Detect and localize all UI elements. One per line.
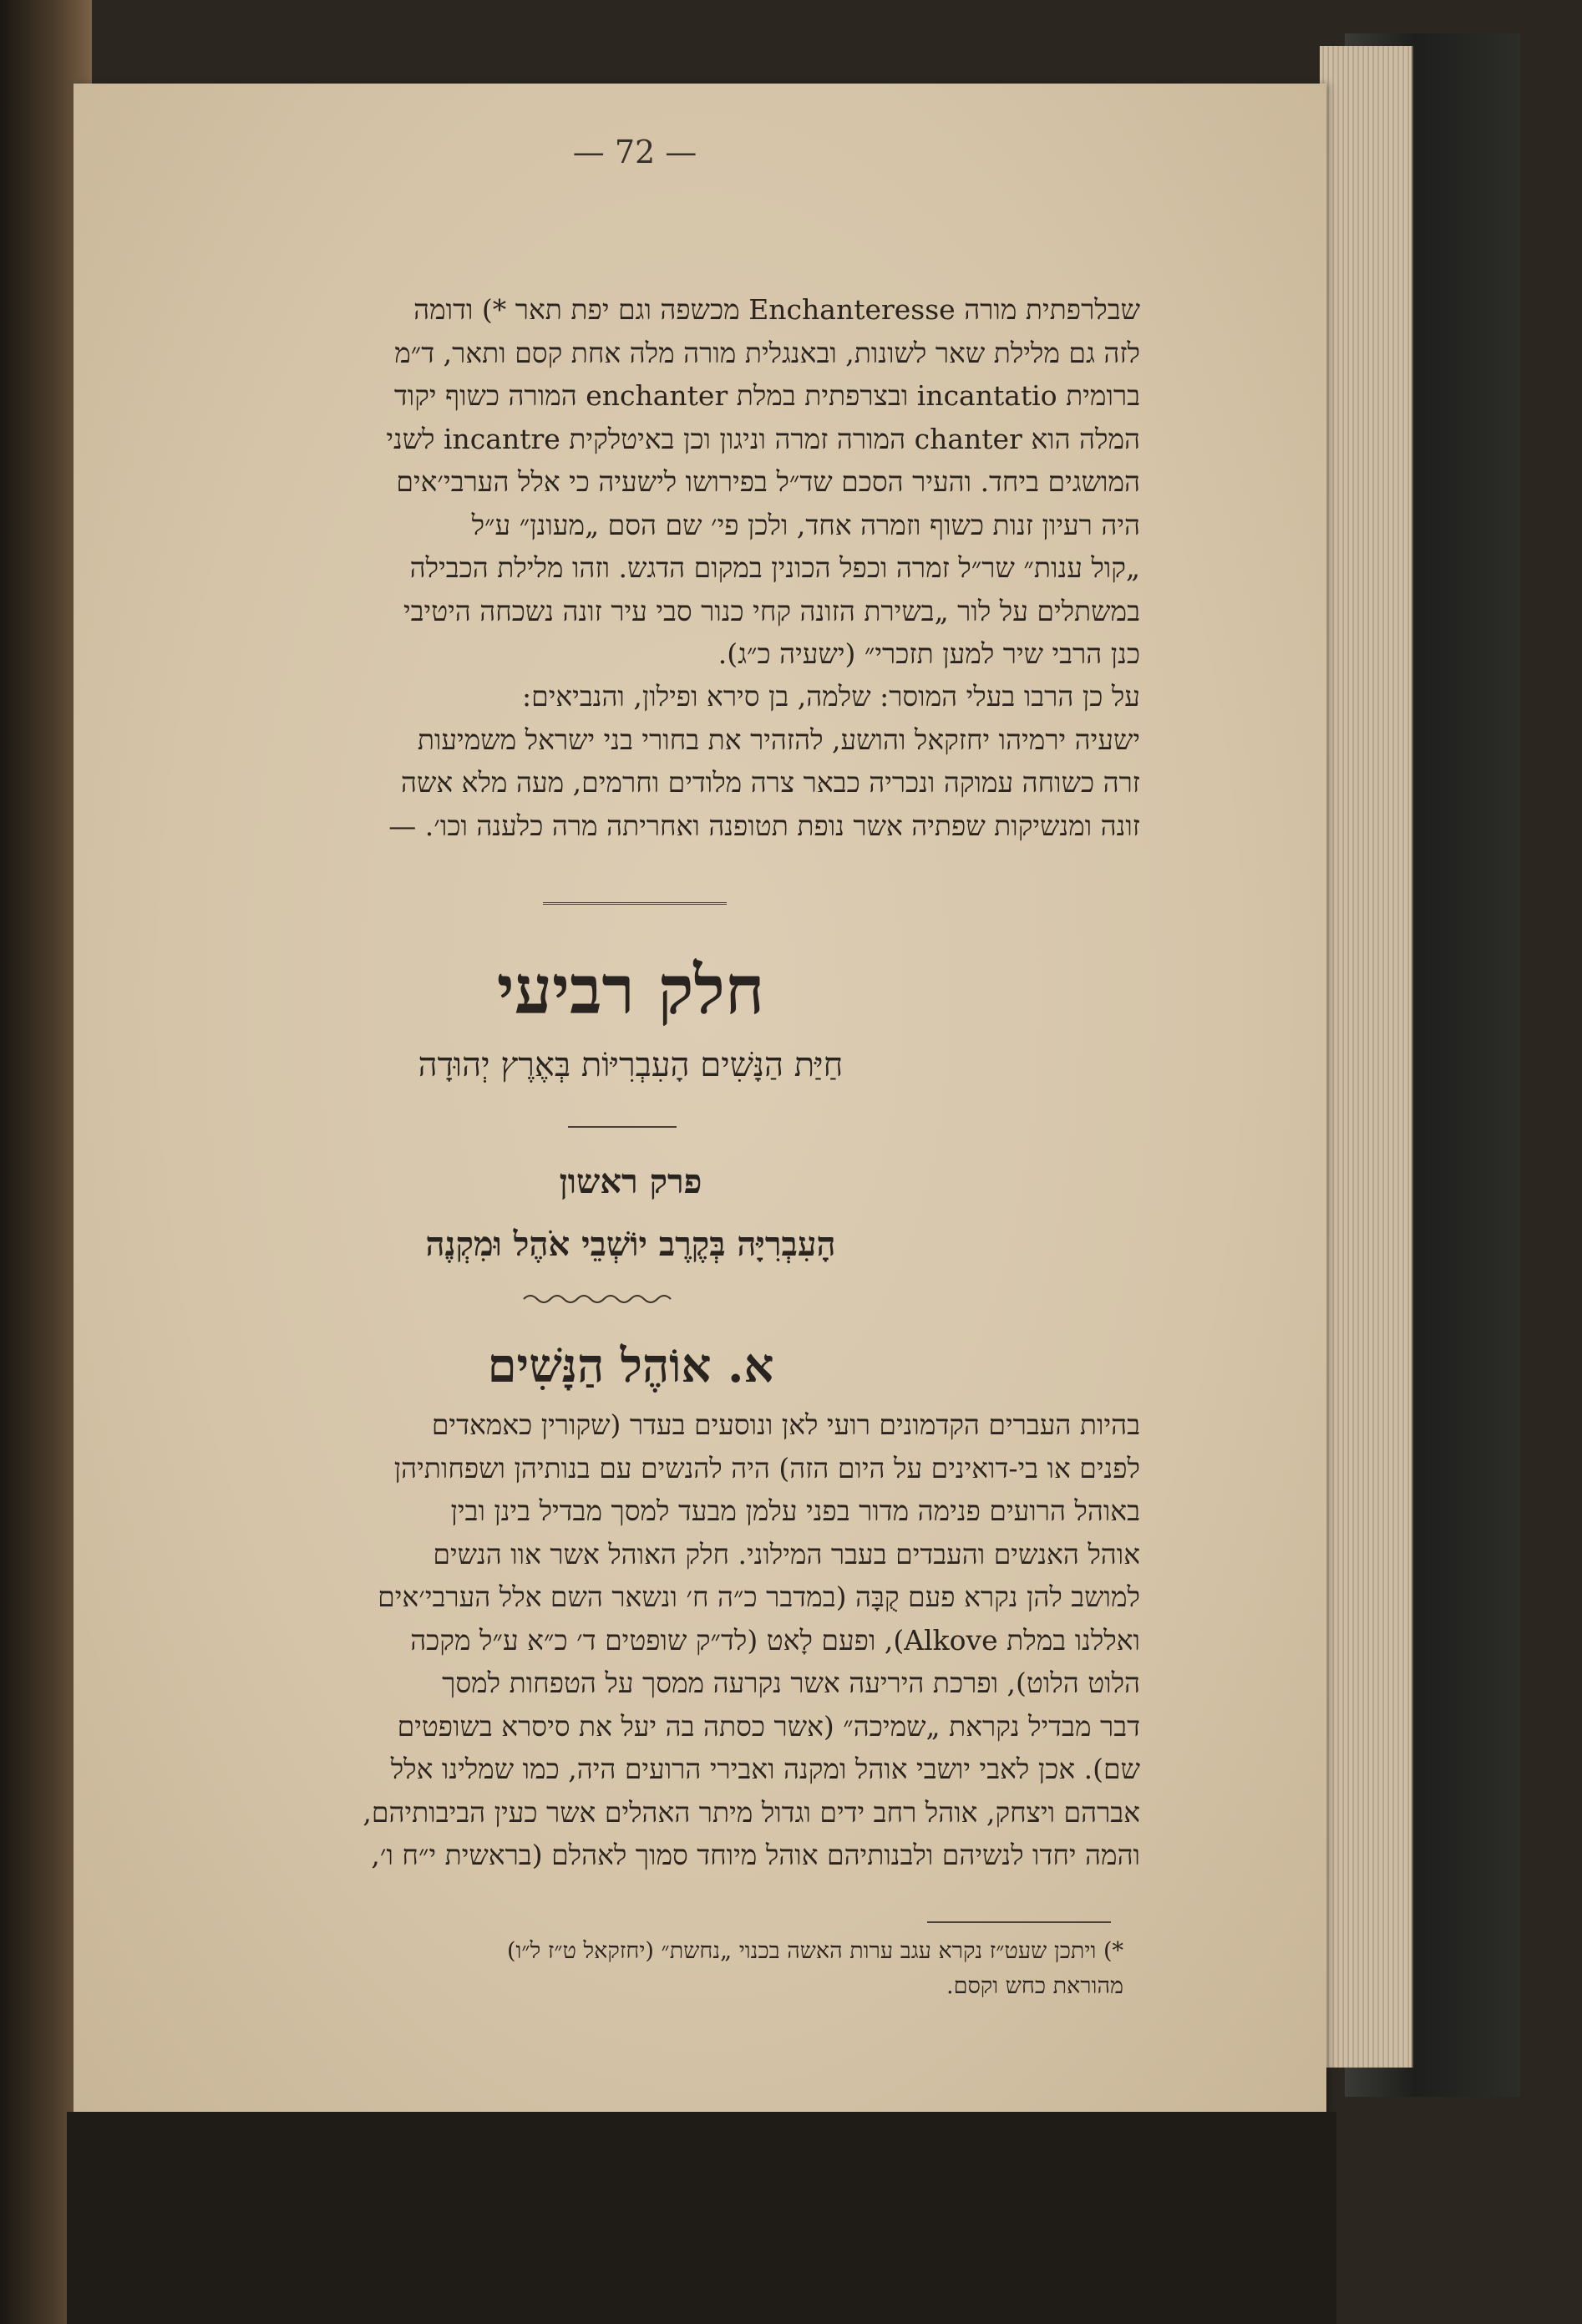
text-line: שם). אכן לאבי יושבי אוהל ומקנה ואבירי הרועים היה, כמו שמלינו אלל	[390, 1753, 1140, 1785]
text-line: הלוט הלוט), ופרכת היריעה אשר נקרעה ממסך על הטפחות למסך	[442, 1667, 1140, 1699]
footnote-line: *) ויתכן שעט״ז נקרא עגב ערות האשה בכנוי „נחשת״ (יחזקאל ט״ז ל״ו)	[506, 1938, 1123, 1964]
page-edges	[1320, 46, 1413, 2068]
text-line: המלה הוא chanter המורה זמרה וניגון וכן באיטלקית incantre לשני	[386, 422, 1140, 455]
text-line: באוהל הרועים פנימה מדור בפני עלמן מבעד למסך מבדיל בינן ובין	[450, 1494, 1140, 1527]
text-line: למושב להן נקרא פעם קֻבָּה (במדבר כ״ה ח׳ ונשאר השם אלל הערבי׳אים	[378, 1581, 1140, 1613]
chapter-title: פרק ראשון	[559, 1162, 702, 1201]
text-line: אוהל האנשים והעבדים בעבר המילוני. חלק האוהל אשר אוו הנשים	[433, 1537, 1140, 1570]
text-line: המושגים ביחד. והעיר הסכם שד״ל בפירושו לישעיה כי אלל הערבי׳אים	[396, 465, 1140, 498]
text-line: ישעיה ירמיהו יחזקאל והושע, להזהיר את בחורי בני ישראל משמיעות	[417, 723, 1140, 756]
footnote-rule	[927, 1921, 1111, 1923]
text-line: אברהם ויצחק, אוהל רחב ידים וגדול מיתר האהלים אשר כעין הביבותיהם,	[363, 1795, 1140, 1829]
text-line: והמה יחדו לנשיהם ולבנותיהם אוהל מיוחד סמוך לאהלם (בראשית י״ח ו׳,	[371, 1839, 1140, 1871]
subsection-heading: א. אוֹהֶל הַנָּשִׁים	[487, 1338, 774, 1393]
page-number: — 72 —	[572, 134, 697, 170]
text-line: בהיות העברים הקדמונים רועי לאן ונוסעים בעדר (שקורין כאמאדים	[431, 1408, 1140, 1441]
section-subtitle: חַיַּת הַנָּשִׁים הָעִבְרִיּוֹת בְּאֶרֶץ יְהוּדָה	[418, 1046, 844, 1084]
text-line: על כן הרבו בעלי המוסר: שלמה, בן סירא ופילון, והנביאים:	[522, 680, 1140, 713]
text-line: לזה גם מלילת שאר לשונות, ובאנגלית מורה מלה אחת קסם ותאר, ד״מ	[394, 336, 1140, 369]
text-line: לפנים או בי-דואינים על היום הזה) היה להנשים עם בנותיהן ושפחותיהן	[393, 1451, 1140, 1484]
text-line: ואללנו במלת Alkove), ופעם לָאט (לד״ק שופטים ד׳ כ״א ע״ל מקכה	[410, 1623, 1140, 1657]
text-line: שבלרפתית מורה Enchanteresse מכשפה וגם יפת תאר *) ודומה	[413, 293, 1140, 326]
section-divider	[543, 902, 727, 905]
text-line: במשתלים על לור „בשירת הזונה קחי כנור סבי עיר זונה נשכחה היטיבי	[403, 594, 1140, 627]
text-line: „קול ענות״ שר״ל זמרה וכפל הכונין במקום הדגש. וזהו מלילת הכבילה	[409, 551, 1140, 584]
text-line: זרה כשוחה עמוקה ונכריה כבאר צרה מלודים וחרמים, מעה מלא אשה	[401, 766, 1140, 799]
footnote-line: מהוראת כחש וקסם.	[946, 1973, 1123, 1999]
bottom-shadow	[67, 2112, 1336, 2324]
text-line: זונה ומנשיקות שפתיה אשר נופת תטופנה ואחריתה מרה כלענה וכו׳. —	[388, 809, 1140, 842]
chapter-divider	[568, 1126, 677, 1128]
text-line: ברומית incantatio ובצרפתית במלת enchanter המורה כשוף יקוד	[393, 379, 1140, 412]
text-line: היה רעיון זנות כשוף וזמרה אחד, ולכן פי׳ שם הסם „מעונן״ ע״ל	[471, 508, 1140, 541]
chapter-subtitle: הָעִבְרִיָּה בְּקֶרֶב יוֹשְׁבֵי אֹהֶל וּמִקְנֶה	[425, 1225, 836, 1264]
text-line: כנן הרבי שיר למען תזכרי״ (ישעיה כ״ג).	[717, 637, 1140, 670]
wavy-divider-icon	[522, 1291, 681, 1307]
section-title: חלק רביעי	[496, 951, 765, 1029]
text-line: דבר מבדיל נקראת „שמיכה״ (אשר כסתה בה יעל את סיסרא בשופטים	[397, 1709, 1140, 1743]
